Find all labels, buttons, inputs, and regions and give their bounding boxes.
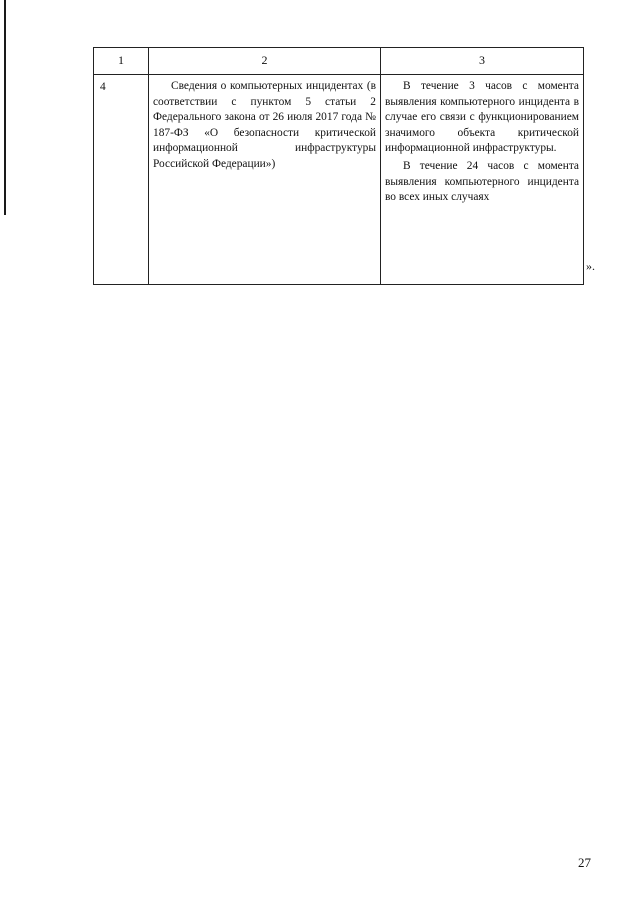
row-number-cell: 4 (94, 75, 149, 285)
deadline-paragraph-other: В течение 24 часов с момента выявления компьютерного инцидента во всех иных случаях (385, 159, 579, 204)
deadline-paragraph-critical: В течение 3 часов с момента выявления компьютерного инцидента в случае его связи с функционированием значимого объекта критической информационной инфраструктуры. (385, 80, 579, 155)
deadline-cell (381, 75, 584, 285)
description-text: Сведения о компьютерных инцидентах (в соответствии с пунктом 5 статьи 2 Федерального закона от 26 июля 2017 года № 187-ФЗ «О безопасности критической информационной инфраструктуры Российской Федерации») (153, 80, 376, 170)
header-cell-3: 3 (381, 48, 584, 75)
scan-edge-mark (4, 0, 6, 215)
closing-quote: ». (586, 259, 595, 273)
table-row (94, 75, 584, 285)
header-cell-1: 1 (94, 48, 149, 75)
document-table (93, 47, 584, 285)
table-header-row (94, 48, 584, 75)
header-cell-2: 2 (149, 48, 381, 75)
description-cell (149, 75, 381, 285)
page-number: 27 (578, 855, 591, 870)
